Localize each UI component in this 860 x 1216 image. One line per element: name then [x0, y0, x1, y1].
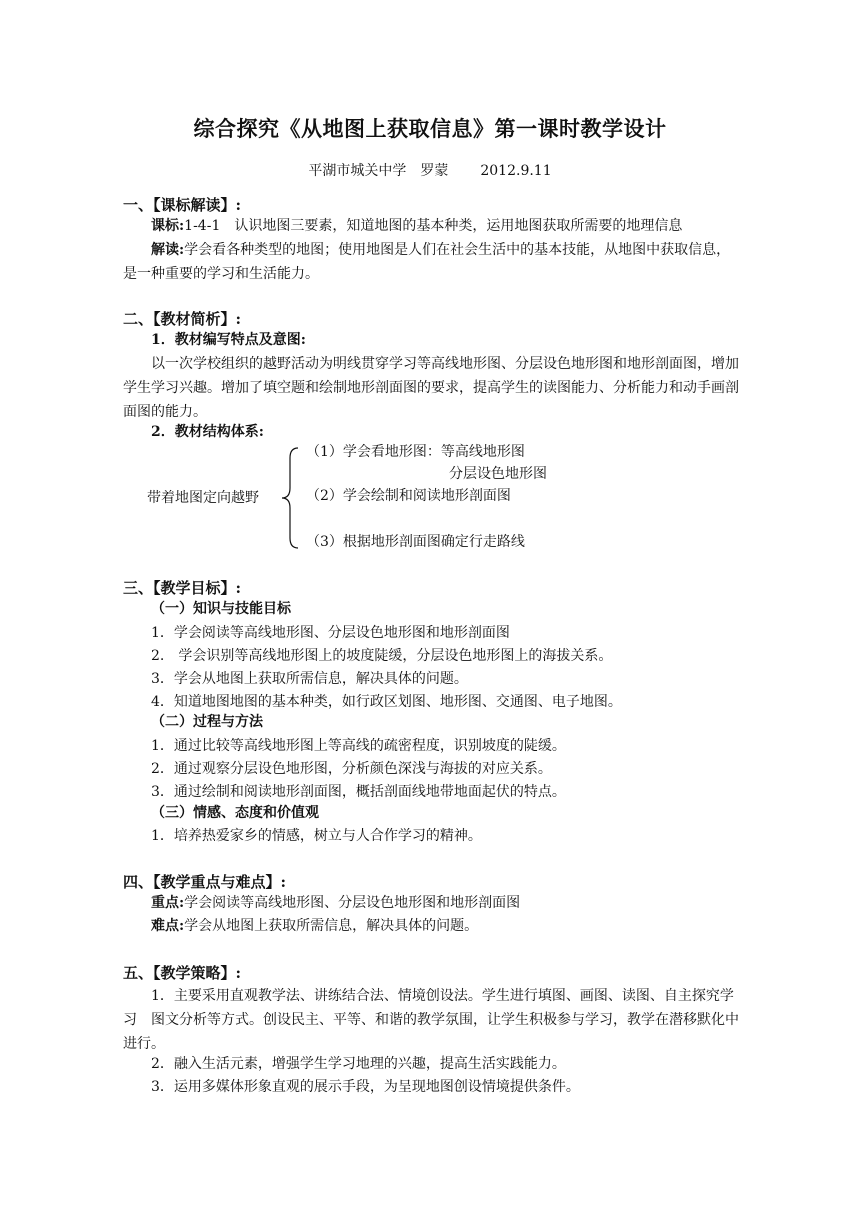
- goal-group-1: （一）知识与技能目标: [151, 601, 291, 617]
- curriculum-standard: [151, 214, 682, 238]
- goal-2-item: 2．通过观察分层设色地形图，分析颜色深浅与海拔的对应关系。: [151, 761, 552, 777]
- structure-item-1b: 分层设色地形图: [449, 466, 547, 482]
- difficulty: [151, 914, 478, 938]
- difficulty-text: 学会从地图上获取所需信息，解决具体的问题。: [184, 918, 479, 934]
- author-line: [0, 160, 860, 180]
- goal-2-item: 3．通过绘制和阅读地形剖面图，概括剖面线地带地面起伏的特点。: [151, 784, 566, 800]
- author: 平湖市城关中学 罗蒙: [308, 163, 449, 179]
- strategy-paragraph-3: 3．运用多媒体形象直观的展示手段，为呈现地图创设情境提供条件。: [151, 1079, 580, 1095]
- goal-3-item: 1．培养热爱家乡的情感，树立与人合作学习的精神。: [151, 828, 482, 844]
- date: 2012.9.11: [480, 163, 552, 179]
- goal-2-item: 1．通过比较等高线地形图上等高线的疏密程度，识别坡度的陡缓。: [151, 738, 566, 754]
- structure-item-2: （2）学会绘制和阅读地形剖面图: [306, 488, 511, 504]
- subsection-2-1: 1．教材编写特点及意图:: [151, 332, 306, 348]
- goal-group-2: （二）过程与方法: [151, 714, 263, 730]
- key-point-text: 学会阅读等高线地形图、分层设色地形图和地形剖面图: [184, 895, 521, 911]
- strategy-paragraph-1: 1．主要采用直观教学法、讲练结合法、情境创设法。学生进行填图、画图、读图、自主探究学习 图文分析等方式。创设民主、平等、和谐的教学氛围，让学生积极参与学习，教学在潜移默化中进行。: [123, 988, 739, 1052]
- section-3-heading: 三、【教学目标】:: [123, 579, 242, 597]
- document-title: 综合探究《从地图上获取信息》第一课时教学设计: [193, 116, 667, 141]
- interpretation: [123, 238, 743, 286]
- goal-1-item: 1．学会阅读等高线地形图、分层设色地形图和地形剖面图: [151, 625, 510, 641]
- structure-item-3: （3）根据地形剖面图确定行走路线: [306, 534, 525, 550]
- section-4-heading: 四、【教学重点与难点】:: [123, 873, 287, 891]
- structure-root: 带着地图定向越野: [147, 490, 259, 506]
- strategy-paragraph-2: 2．融入生活元素，增强学生学习地理的兴趣，提高生活实践能力。: [151, 1056, 566, 1072]
- section-5-heading: 五、【教学策略】:: [123, 964, 242, 982]
- curriculum-label: 课标:: [151, 218, 185, 234]
- curriculum-text: 1-4-1 认识地图三要素，知道地图的基本种类，运用地图获取所需要的地理信息: [184, 218, 683, 234]
- interpretation-label: 解读:: [151, 242, 185, 258]
- interpretation-text: 学会看各种类型的地图；使用地图是人们在社会生活中的基本技能，从地图中获取信息，是一种重要的学习和生活能力。: [123, 242, 731, 282]
- key-point: [151, 891, 520, 915]
- goal-1-item: 4．知道地图地图的基本种类，如行政区划图、地形图、交通图、电子地图。: [151, 694, 622, 710]
- subsection-2-2: 2．教材结构体系:: [151, 424, 264, 440]
- section-1-heading: 一、【课标解读】:: [123, 196, 242, 214]
- curly-brace-icon: [280, 446, 300, 550]
- difficulty-label: 难点:: [151, 918, 185, 934]
- goal-group-3: （三）情感、态度和价值观: [151, 805, 319, 821]
- textbook-intent-paragraph: 以一次学校组织的越野活动为明线贯穿学习等高线地形图、分层设色地形图和地形剖面图，增加学生学习兴趣。增加了填空题和绘制地形剖面图的要求，提高学生的读图能力、分析能力和动手画剖面图的能力。: [123, 356, 739, 420]
- goal-1-item: 2. 学会识别等高线地形图上的坡度陡缓，分层设色地形图上的海拔关系。: [151, 648, 613, 664]
- key-point-label: 重点:: [151, 895, 185, 911]
- section-2-heading: 二、【教材简析】:: [123, 310, 242, 328]
- structure-item-1: （1）学会看地形图：等高线地形图: [306, 444, 525, 460]
- goal-1-item: 3．学会从地图上获取所需信息，解决具体的问题。: [151, 671, 468, 687]
